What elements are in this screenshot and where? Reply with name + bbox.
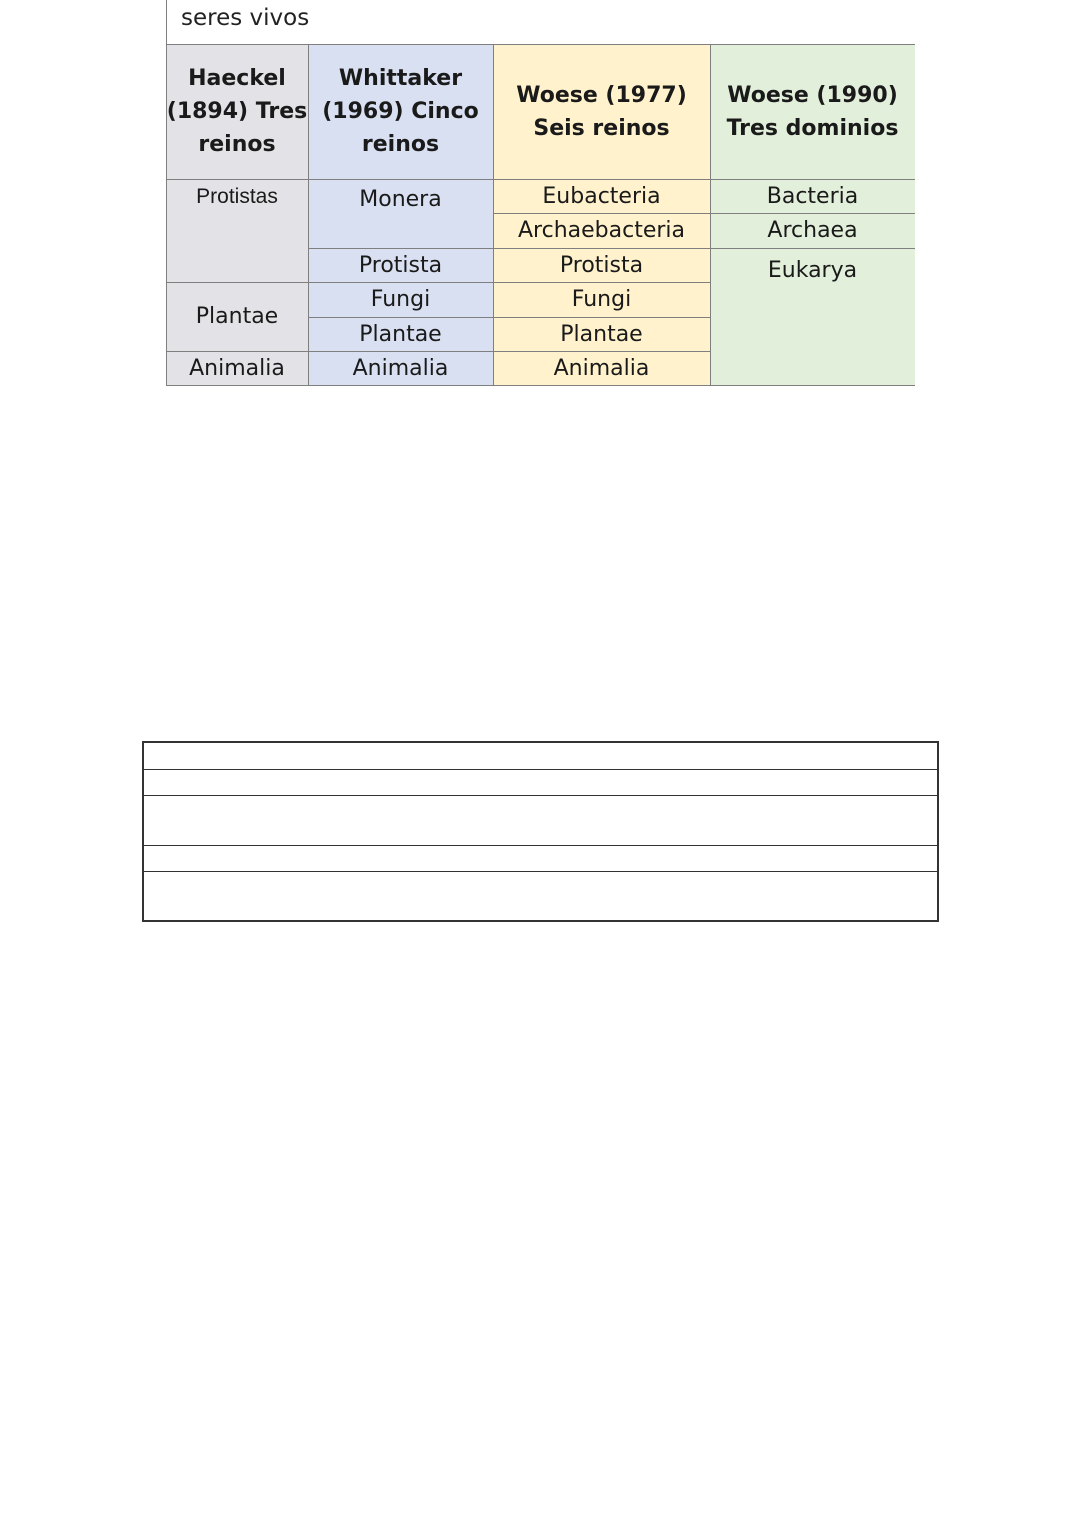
answer-line: [144, 795, 937, 796]
cell-whittaker-plantae: Plantae: [308, 317, 493, 351]
grid-line: [308, 44, 309, 386]
grid-line: [493, 44, 494, 386]
cell-haeckel-plantae: Plantae: [166, 282, 308, 351]
cell-whittaker-animalia: Animalia: [308, 351, 493, 386]
grid-line: [308, 248, 915, 249]
answer-line: [144, 871, 937, 872]
header-haeckel: Haeckel (1894) Tres reinos: [166, 44, 308, 179]
cell-woese1977-archaebacteria: Archaebacteria: [493, 213, 710, 248]
grid-line: [166, 282, 710, 283]
cell-whittaker-monera: Monera: [308, 179, 493, 248]
classification-table: [166, 0, 915, 386]
answer-line: [144, 769, 937, 770]
cell-woese1977-fungi: Fungi: [493, 282, 710, 317]
cell-woese1990-archaea: Archaea: [710, 213, 915, 248]
grid-line: [493, 213, 915, 214]
table-caption: [166, 0, 915, 44]
grid-line: [166, 351, 710, 352]
cell-woese1990-eukarya: Eukarya: [710, 248, 915, 386]
cell-whittaker-fungi: Fungi: [308, 282, 493, 317]
header-woese-1990: Woese (1990) Tres dominios: [710, 44, 915, 179]
grid-line: [710, 44, 711, 386]
cell-woese1977-animalia: Animalia: [493, 351, 710, 386]
cell-haeckel-protistas: Protistas: [166, 179, 308, 282]
header-whittaker: Whittaker (1969) Cinco reinos: [308, 44, 493, 179]
grid-line: [166, 179, 915, 180]
grid-line: [166, 0, 167, 386]
header-woese-1977: Woese (1977) Seis reinos: [493, 44, 710, 179]
caption-text: seres vivos: [181, 5, 310, 31]
grid-line: [166, 44, 915, 45]
cell-woese1977-eubacteria: Eubacteria: [493, 179, 710, 213]
cell-whittaker-protista: Protista: [308, 248, 493, 282]
grid-line: [308, 317, 710, 318]
empty-answer-box: [142, 741, 939, 922]
cell-woese1977-protista: Protista: [493, 248, 710, 282]
cell-haeckel-animalia: Animalia: [166, 351, 308, 386]
grid-line: [166, 385, 915, 386]
answer-line: [144, 845, 937, 846]
cell-woese1990-bacteria: Bacteria: [710, 179, 915, 213]
cell-woese1977-plantae: Plantae: [493, 317, 710, 351]
